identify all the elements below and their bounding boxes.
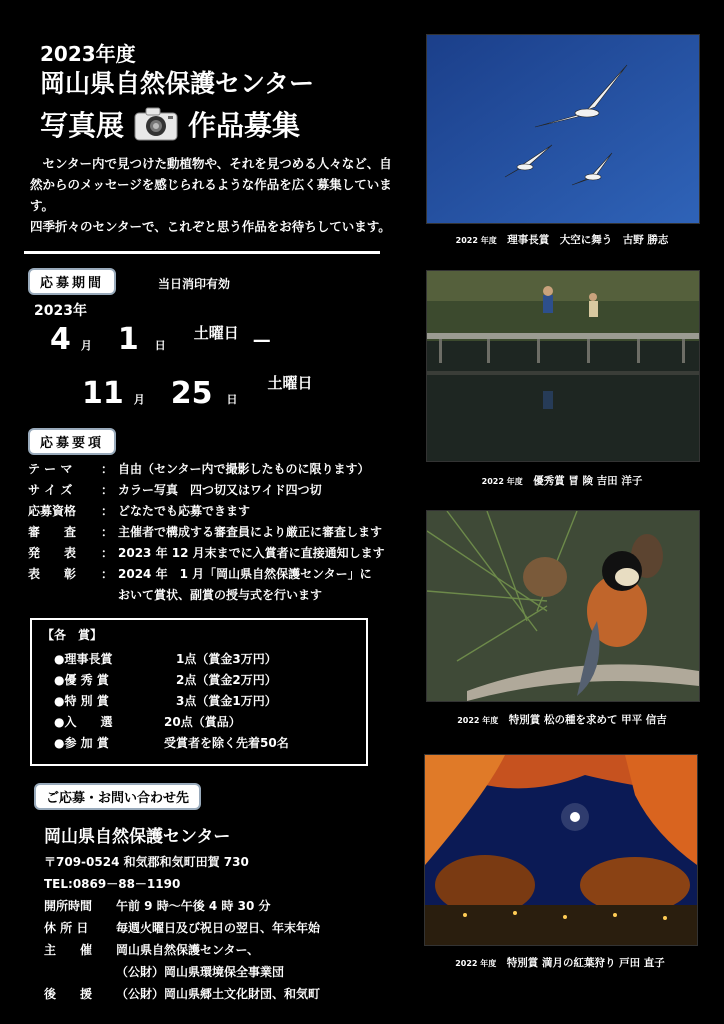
end-day: 25 xyxy=(170,376,213,411)
header-organizer: 岡山県自然保護センター xyxy=(40,69,315,98)
photo-autumn-moon xyxy=(424,754,698,946)
requirements-label: 応募要項 xyxy=(28,428,116,455)
photo-caption: 2022 年度 優秀賞 冒 険 吉田 洋子 xyxy=(481,475,643,487)
contact-row: （公財）岡山県環境保全事業団 xyxy=(116,964,285,979)
requirement-row: 発 表 ： 2023 年 12 月末までに入賞者に直接通知します xyxy=(28,546,385,560)
title-part-b: 作品募集 xyxy=(188,109,301,142)
requirements-list xyxy=(28,458,418,605)
end-date xyxy=(82,372,313,411)
contact-label: ご応募・お問い合わせ先 xyxy=(34,783,201,810)
start-date xyxy=(50,322,271,357)
period-note: 当日消印有効 xyxy=(158,277,231,291)
intro-line-1: センター内で見つけた動植物や、それを見つめる人々など、自然からのメッセージを感じられるような作品を広く募集しています。 xyxy=(30,156,392,213)
period-dash: — xyxy=(252,330,271,351)
prize-item: ●優 秀 賞 2点（賞金2万円） xyxy=(54,673,277,687)
contact-info xyxy=(44,850,320,1004)
photo-cranes xyxy=(426,34,700,224)
contact-row: 休 所 日 毎週火曜日及び祝日の翌日、年末年始 xyxy=(44,920,321,935)
start-day: 1 xyxy=(117,322,139,357)
photo-caption: 2022 年度 特別賞 満月の紅葉狩り 戸田 直子 xyxy=(455,957,665,969)
photo-bird-pine xyxy=(426,510,700,702)
end-weekday: 土曜日 xyxy=(267,374,313,392)
requirement-row: テ ー マ ： 自由（センター内で撮影したものに限ります） xyxy=(28,462,370,476)
prize-item: ●理事長賞 1点（賞金3万円） xyxy=(54,652,277,666)
start-weekday: 土曜日 xyxy=(193,324,239,342)
requirement-row: 応募資格 ： どなたでも応募できます xyxy=(28,504,251,518)
start-month: 4 xyxy=(50,322,71,357)
divider xyxy=(24,251,380,254)
photo-caption: 2022 年度 理事長賞 大空に舞う 古野 勝志 xyxy=(455,234,669,246)
end-month-unit: 月 xyxy=(133,393,145,406)
contact-address: 〒709-0524 和気郡和気町田賀 730 xyxy=(44,854,249,869)
requirement-row: サ イ ズ ： カラー写真 四つ切又はワイド四つ切 xyxy=(28,483,322,497)
contact-row: 開所時間 午前 9 時〜午後 4 時 30 分 xyxy=(44,898,271,913)
prizes-heading: 【各 賞】 xyxy=(42,628,103,642)
contact-row: 主 催 岡山県自然保護センター、 xyxy=(44,942,260,957)
prize-item: ●参 加 賞 受賞者を除く先着50名 xyxy=(54,736,289,750)
title-part-a: 写真展 xyxy=(40,109,125,142)
period-year: 2023年 xyxy=(34,303,87,319)
period-label: 応募期間 xyxy=(28,268,116,295)
camera-icon xyxy=(134,107,178,141)
requirement-row: 表 彰 ： 2024 年 1 月「岡山県自然保護センター」に xyxy=(28,567,372,581)
page-title xyxy=(40,104,300,144)
end-day-unit: 日 xyxy=(226,393,238,406)
prizes-box xyxy=(30,618,368,766)
contact-tel: TEL:0869－88－1190 xyxy=(44,876,181,891)
prize-item: ●特 別 賞 3点（賞金1万円） xyxy=(54,694,277,708)
start-month-unit: 月 xyxy=(80,339,92,352)
prize-item: ●入 選 20点（賞品） xyxy=(54,715,241,729)
photo-boardwalk xyxy=(426,270,700,462)
contact-org: 岡山県自然保護センター xyxy=(44,827,231,847)
contact-row: 後 援 （公財）岡山県郷土文化財団、和気町 xyxy=(44,986,321,1001)
intro-line-2: 四季折々のセンターで、これぞと思う作品をお待ちしています。 xyxy=(30,219,391,234)
photo-caption: 2022 年度 特別賞 松の種を求めて 甲平 信吉 xyxy=(457,714,667,726)
end-month: 11 xyxy=(82,376,124,411)
intro-text xyxy=(30,153,400,237)
header-year: 2023年度 xyxy=(40,42,136,66)
requirement-row-continuation: おいて賞状、副賞の授与式を行います xyxy=(118,588,323,602)
requirement-row: 審 査 ： 主催者で構成する審査員により厳正に審査します xyxy=(28,525,383,539)
start-day-unit: 日 xyxy=(154,339,166,352)
